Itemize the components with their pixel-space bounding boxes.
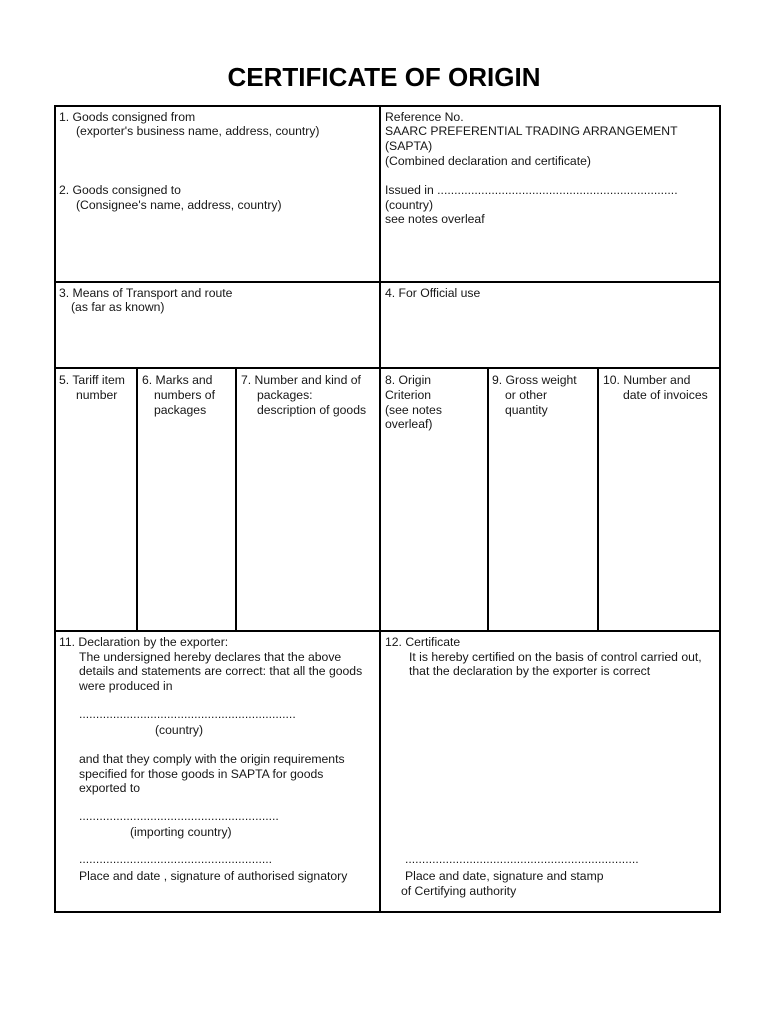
column-heading-line: (see notes (385, 403, 442, 417)
column-heading-line: 5. Tariff item (59, 373, 125, 387)
consignee-details-hint: (Consignee's name, address, country) (76, 198, 282, 212)
column-heading-line: description of goods (257, 403, 367, 417)
transport-cell (54, 283, 379, 367)
column-heading-line: 9. Gross weight (492, 373, 577, 387)
origin-criterion-column (381, 369, 487, 630)
importing-country-hint: (importing country) (130, 825, 232, 839)
invoices-column (599, 369, 719, 630)
column-heading-line: number (76, 388, 118, 402)
reference-cell (381, 105, 719, 281)
signatory-hint: Place and date , signature of authorised signatory (79, 869, 348, 883)
column-heading-line: overleaf) (385, 417, 433, 431)
declaration-text-line: exported to (79, 781, 140, 795)
consignment-cell (54, 105, 379, 281)
marks-numbers-column (138, 369, 235, 630)
column-heading-line: or other (505, 388, 548, 402)
document-subtitle: (Combined declaration and certificate) (385, 154, 591, 168)
official-use-cell (381, 283, 719, 367)
declaration-text-line: details and statements are correct: that all the goods (79, 664, 363, 678)
column-heading-line: date of invoices (623, 388, 708, 402)
certification-cell (381, 632, 719, 911)
certifying-authority-hint: Place and date, signature and stamp (405, 869, 604, 883)
certification-text-line: It is hereby certified on the basis of control carried out, (409, 650, 702, 664)
declaration-text-line: The undersigned hereby declares that the above (79, 650, 342, 664)
exporter-details-hint: (exporter's business name, address, country) (76, 124, 320, 138)
official-use-label: 4. For Official use (385, 286, 481, 300)
country-hint: (country) (155, 723, 204, 737)
column-heading-line: Criterion (385, 388, 432, 402)
transport-route-hint: (as far as known) (71, 300, 165, 314)
column-heading-line: 7. Number and kind of (241, 373, 361, 387)
column-heading-line: 8. Origin (385, 373, 432, 387)
declaration-text-line: and that they comply with the origin requirements (79, 752, 345, 766)
notes-overleaf-note: see notes overleaf (385, 212, 485, 226)
certifying-dotted-line: ..................................................................... (405, 852, 639, 866)
column-heading-line: packages (154, 403, 207, 417)
certifying-authority-hint: of Certifying authority (401, 884, 517, 898)
signatory-dotted-line: ......................................................... (79, 852, 273, 866)
column-heading-line: 6. Marks and (142, 373, 213, 387)
certificate-title: CERTIFICATE OF ORIGIN (227, 62, 541, 92)
arrangement-name: SAARC PREFERENTIAL TRADING ARRANGEMENT (385, 124, 678, 138)
certification-text-line: that the declaration by the exporter is correct (409, 664, 651, 678)
column-heading-line: quantity (505, 403, 548, 417)
goods-description-column (237, 369, 379, 630)
column-heading-line: numbers of (154, 388, 215, 402)
declaration-text-line: were produced in (79, 679, 173, 693)
goods-consigned-from-label: 1. Goods consigned from (59, 110, 196, 124)
column-heading-line: 10. Number and (603, 373, 691, 387)
arrangement-abbreviation: (SAPTA) (385, 139, 433, 153)
country-dotted-line: ................................................................ (79, 707, 296, 721)
declaration-text-line: specified for those goods in SAPTA for goods (79, 767, 324, 781)
gross-weight-column (489, 369, 597, 630)
exporter-declaration-cell (54, 632, 379, 911)
column-heading-line: packages: (257, 388, 313, 402)
certification-label: 12. Certificate (385, 635, 461, 649)
reference-no-label: Reference No. (385, 110, 464, 124)
declaration-label: 11. Declaration by the exporter: (59, 635, 229, 649)
transport-route-label: 3. Means of Transport and route (59, 286, 233, 300)
tariff-item-column (54, 369, 136, 630)
goods-consigned-to-label: 2. Goods consigned to (59, 183, 181, 197)
issued-in-line: Issued in ....................................................................... (385, 183, 678, 197)
importing-country-dotted-line: ........................................................... (79, 809, 279, 823)
issued-in-country-hint: (country) (385, 198, 434, 212)
